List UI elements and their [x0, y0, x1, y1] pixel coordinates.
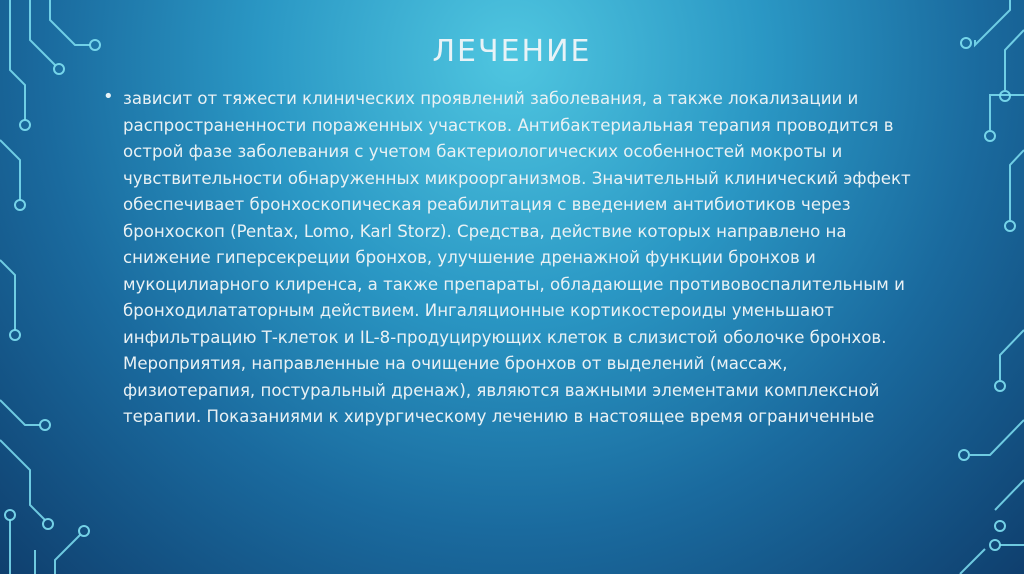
slide-body-text: зависит от тяжести клинических проявлений заболевания, а также локализации и распространенности пораженных участков. Антибактериальная терапия проводится в острой фазе заболевания с учетом бактериологических особенностей мокроты и чувствительности обнаруженных микроорганизмов. Значительный клинический эффект обеспечивает бронхоскопическая реабилитация с введением антибиотиков через бронхоскоп (Pentax, Lomo, Karl Storz). Средства, действие которых направлено на снижение гиперсекреции бронхов, улучшение дренажной функции бронхов и мукоцилиарного клиренса, а также препараты, обладающие противовоспалительным и бронходилататорным действием. Ингаляционные кортикостероиды уменьшают инфильтрацию Т-клеток и IL-8-продуцирующих клеток в слизистой оболочке бронхов. Мероприятия, направленные на очищение бронхов от выделений (массаж, физиотерапия, постуральный дренаж), являются важными элементами комплексной терапии. Показаниями к хирургическому лечению в настоящее время ограниченные [123, 89, 911, 426]
slide-title: ЛЕЧЕНИЕ [432, 34, 592, 69]
slide-content [103, 86, 923, 431]
right-circuit-traces [959, 0, 1024, 574]
left-circuit-traces [0, 0, 100, 574]
bullet-marker: • [103, 86, 114, 107]
